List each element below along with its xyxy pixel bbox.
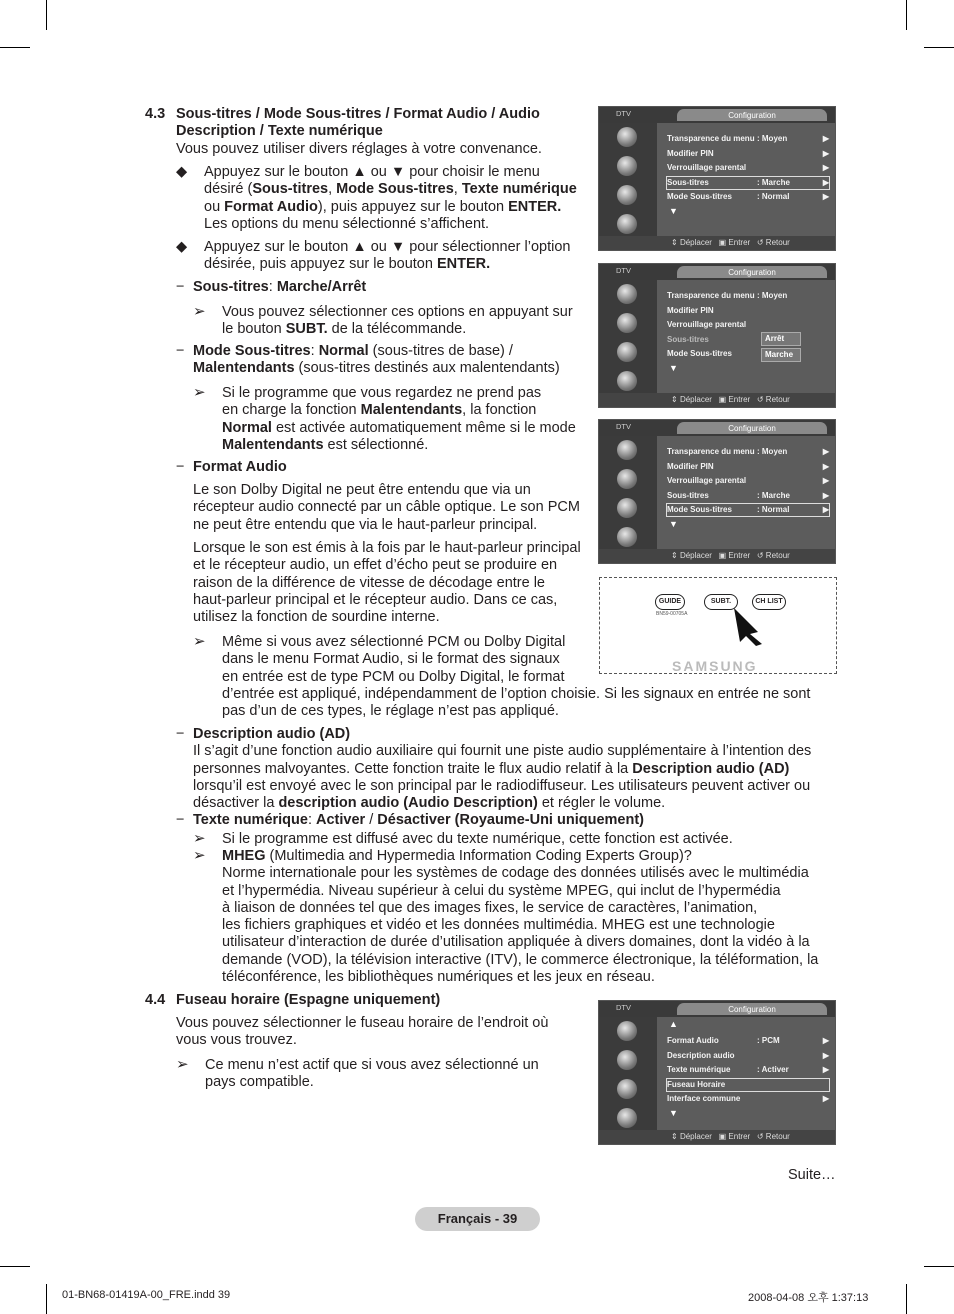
- sound-icon: [617, 156, 637, 176]
- arrow-right-icon: ▶: [822, 461, 829, 471]
- chlist-button: CH LIST: [752, 594, 786, 610]
- bullet-item: ◆ Appuyez sur le bouton ▲ ou ▼ pour choisir le menu désiré (Sous-titres, Mode Sous-titres, Texte numérique ou Format Audio), puis appuyez sur le bouton ENTER. Les options du menu sélectionné s’affichent.: [176, 164, 577, 232]
- continue-text: Suite…: [788, 1167, 836, 1183]
- section-title: Fuseau horaire (Espagne uniquement): [176, 992, 441, 1008]
- scroll-down-icon: ▼: [669, 518, 678, 529]
- arrow-right-icon: ▶: [822, 490, 829, 500]
- section-intro: Vous pouvez utiliser divers réglages à votre convenance.: [176, 141, 542, 157]
- setup-icon: [617, 342, 637, 362]
- audio-description-block: − Description audio (AD) Il s’agit d’une fonction audio auxiliaire qui fournit une piste audio supplémentaire à l’intention des personnes malvoyantes. Cette fonction traite le flux audio relatif à la Description audio (AD) lorsqu’il est envoyé avec le son principal par le radiodiffuseur. Les utilisateurs peuvent activer ou désactiver la description audio (Audio Description) et régler le volume.: [176, 726, 812, 812]
- note: ➢ Vous pouvez sélectionner ces options en appuyant sur le bouton SUBT. de la télécommande.: [193, 303, 573, 338]
- arrow-right-icon: ▶: [822, 134, 829, 143]
- menu-item: Mode Sous-titres: [667, 349, 732, 358]
- crop-mark: [906, 0, 907, 30]
- screen-help-bar: ⇕ Déplacer ▣ Entrer ↺ Retour: [599, 1130, 835, 1144]
- dtv-label: DTV: [616, 422, 631, 431]
- dtv-label: DTV: [616, 109, 631, 118]
- popup-option: Marche: [761, 348, 801, 362]
- menu-item: Sous-titres : Marche ▶: [667, 490, 829, 500]
- menu-item: Transparence du menu : Moyen ▶: [667, 134, 829, 143]
- setup-icon: [617, 1079, 637, 1099]
- picture-icon: [617, 284, 637, 304]
- config-tab: Configuration: [677, 109, 827, 121]
- menu-item: Modifier PIN ▶: [667, 148, 829, 158]
- menu-screenshot: [598, 106, 836, 251]
- config-tab: Configuration: [677, 422, 827, 434]
- arrow-right-icon: ▶: [822, 1094, 829, 1103]
- paragraph: Vous pouvez sélectionner le fuseau horaire de l’endroit où vous vous trouvez.: [176, 1015, 549, 1049]
- menu-item: Mode Sous-titres : Normal ▶: [667, 505, 829, 514]
- menu-item: Sous-titres: [667, 334, 709, 344]
- arrow-right-icon: ▶: [822, 505, 829, 514]
- bullet-item: ◆ Appuyez sur le bouton ▲ ou ▼ pour sélectionner l’option désirée, puis appuyez sur le bouton ENTER.: [176, 239, 571, 273]
- menu-item: Verrouillage parental ▶: [667, 163, 829, 172]
- crop-mark: [924, 1266, 954, 1267]
- note: ➢ Si le programme est diffusé avec du texte numérique, cette fonction est activée.: [193, 830, 733, 847]
- menu-item: Modifier PIN: [667, 305, 714, 315]
- menu-item: Verrouillage parental ▶: [667, 476, 829, 485]
- setup-icon: [617, 185, 637, 205]
- file-name: 01-BN68-01419A-00_FRE.indd 39: [62, 1289, 231, 1301]
- picture-icon: [617, 1021, 637, 1041]
- pointer-arrow-icon: [728, 606, 768, 646]
- menu-item: Verrouillage parental: [667, 320, 747, 329]
- paragraph: Le son Dolby Digital ne peut être entendu que via un récepteur audio connecté par un câble optique. Le son PCM ne peut être entendu que via le haut-parleur principal.: [193, 482, 580, 533]
- model-code: BN59-00705A: [656, 611, 688, 617]
- arrow-right-icon: ▶: [822, 1050, 829, 1060]
- arrow-right-icon: ▶: [822, 192, 829, 201]
- menu-item: Sous-titres : Marche ▶: [667, 177, 829, 187]
- option-popup: [761, 332, 801, 364]
- input-icon: [617, 527, 637, 547]
- note: ➢ Si le programme que vous regardez ne prend pas en charge la fonction Malentendants, la fonction Normal est activée automatiquement même si le mode Malentendants est sélectionné.: [193, 384, 576, 453]
- popup-option: Arrêt: [761, 332, 801, 346]
- crop-mark: [924, 47, 954, 48]
- menu-item: Fuseau Horaire: [667, 1079, 829, 1091]
- menu-screenshot: [598, 419, 836, 564]
- section-number: 4.3: [145, 106, 166, 122]
- config-tab: Configuration: [677, 1003, 827, 1015]
- screen-help-bar: ⇕ Déplacer ▣ Entrer ↺ Retour: [599, 393, 835, 407]
- page-number-badge: Français - 39: [415, 1207, 540, 1231]
- menu-item: Mode Sous-titres : Normal ▶: [667, 192, 829, 201]
- menu-screenshot: [598, 263, 836, 408]
- note: ➢ MHEG (Multimedia and Hypermedia Information Coding Experts Group)? Norme internationale pour les systèmes de codage des données utilisés avec le multimédia et l’hypermédia. Niveau supérieur à celui du système MPEG, qui inclut de l’hypermédia à liaison de données tel que des images fixes, le service de caractères, l’animation, les fichiers graphiques et vidéo et les données multimédia. MHEG est une technologie utilisateur d’interaction de durée d’utilisation appliquée à divers domaines, dont la vidéo à la demande (VOD), la télévision interactive (ITV), le commerce électronique, la téléformation, la téléconférence, les bibliothèques numériques et les jeux en réseau.: [193, 847, 819, 986]
- input-icon: [617, 371, 637, 391]
- crop-mark: [0, 47, 30, 48]
- crop-mark: [46, 1284, 47, 1314]
- input-icon: [617, 214, 637, 234]
- brand-logo: SAMSUNG: [672, 658, 758, 674]
- format-audio-heading: − Format Audio: [176, 459, 287, 475]
- subt-button: SUBT.: [704, 594, 738, 610]
- arrow-right-icon: ▶: [822, 476, 829, 485]
- config-tab: Configuration: [677, 266, 827, 278]
- dtv-label: DTV: [616, 266, 631, 275]
- arrow-right-icon: ▶: [822, 177, 829, 187]
- section-title: Sous-titres / Mode Sous-titres / Format Audio / Audio Description / Texte numérique: [176, 106, 540, 140]
- sound-icon: [617, 1050, 637, 1070]
- scroll-down-icon: ▼: [669, 205, 678, 216]
- dtv-label: DTV: [616, 1003, 631, 1012]
- picture-icon: [617, 127, 637, 147]
- digital-text-heading: − Texte numérique: Activer / Désactiver (Royaume-Uni uniquement): [176, 812, 644, 828]
- arrow-right-icon: ▶: [822, 1065, 829, 1074]
- menu-item: Interface commune ▶: [667, 1094, 829, 1103]
- input-icon: [617, 1108, 637, 1128]
- menu-item: Transparence du menu : Moyen: [667, 291, 788, 300]
- screen-help-bar: ⇕ Déplacer ▣ Entrer ↺ Retour: [599, 549, 835, 563]
- arrow-right-icon: ▶: [822, 148, 829, 158]
- sound-icon: [617, 469, 637, 489]
- crop-mark: [46, 0, 47, 30]
- guide-button: GUIDE: [655, 594, 685, 610]
- note: ➢ Même si vous avez sélectionné PCM ou Dolby Digital dans le menu Format Audio, si le format des signaux en entrée est de type PCM ou Dolby Digital, le format d’entrée est appliqué, indépendamment de l’option choisie. Si les signaux en entrée ne sont pas d’un de ces types, le réglage n’est pas appliqué.: [193, 633, 811, 720]
- menu-item: Modifier PIN ▶: [667, 461, 829, 471]
- arrow-right-icon: ▶: [822, 1036, 829, 1045]
- arrow-right-icon: ▶: [822, 163, 829, 172]
- note: ➢ Ce menu n’est actif que si vous avez sélectionné un pays compatible.: [176, 1056, 539, 1091]
- scroll-down-icon: ▼: [669, 362, 678, 373]
- menu-item: Format Audio : PCM ▶: [667, 1036, 829, 1045]
- menu-item: Texte numérique : Activer ▶: [667, 1065, 829, 1074]
- print-date: 2008-04-08 오후 1:37:13: [748, 1292, 869, 1304]
- crop-mark: [0, 1266, 30, 1267]
- scroll-up-icon: ▲: [669, 1019, 678, 1029]
- crop-mark: [906, 1284, 907, 1314]
- scroll-down-icon: ▼: [669, 1107, 678, 1118]
- section-number: 4.4: [145, 992, 166, 1008]
- arrow-right-icon: ▶: [822, 447, 829, 456]
- subtitle-mode-heading: − Mode Sous-titres: Normal (sous-titres de base) / Malentendants (sous-titres destinés aux malentendants): [176, 343, 560, 377]
- menu-item: Transparence du menu : Moyen ▶: [667, 447, 829, 456]
- subtitle-heading: − Sous-titres: Marche/Arrêt: [176, 279, 367, 295]
- picture-icon: [617, 440, 637, 460]
- sound-icon: [617, 313, 637, 333]
- screen-help-bar: ⇕ Déplacer ▣ Entrer ↺ Retour: [599, 236, 835, 250]
- menu-screenshot: [598, 1000, 836, 1145]
- paragraph: Lorsque le son est émis à la fois par le haut-parleur principal et le récepteur audio, un effet d’écho peut se produire en raison de la différence de vitesse de décodage entre le haut-parleur principal et le récepteur audio. Dans ce cas, utilisez la fonction de sourdine interne.: [193, 540, 581, 626]
- remote-control-illustration: [599, 577, 837, 674]
- menu-item: Description audio ▶: [667, 1050, 829, 1060]
- setup-icon: [617, 498, 637, 518]
